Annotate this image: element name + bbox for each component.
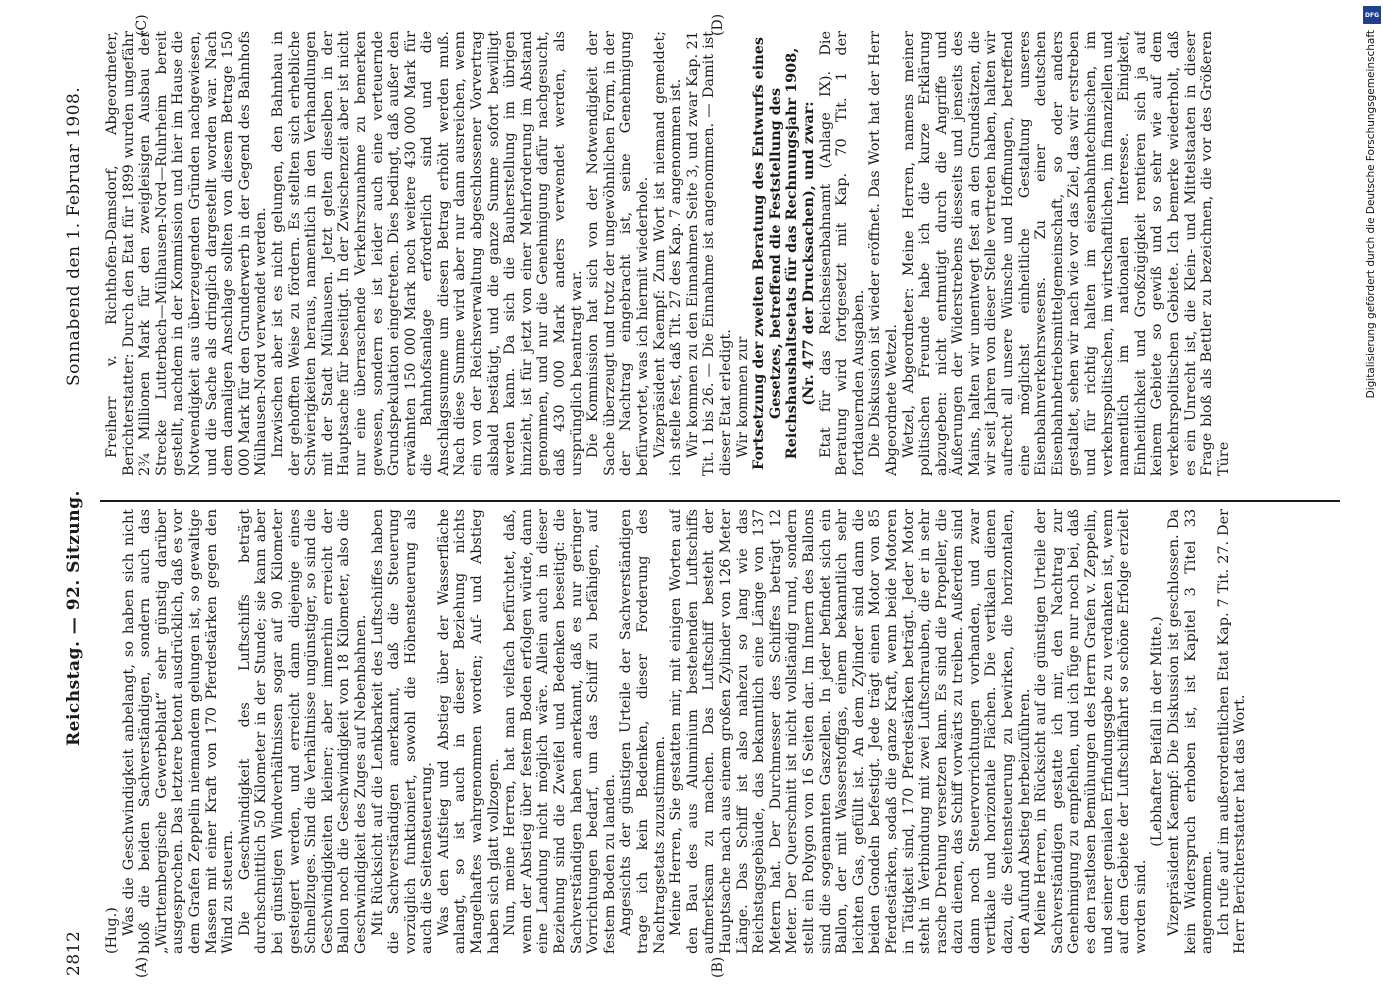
paragraph: Meine Herren, Sie gestatten mir, mit einigen Worten auf den Bau des aus Aluminium bestehenden Luftschiffs aufmerksam zu machen. Das Luftschiff besteht der Hauptsache nach aus einem großen Zylinder von 126 Meter Länge. Das Schiff ist also nahezu so lang wie das Reichstagsgebäude, das bekanntlich eine Länge von 137 Metern hat. Der Durchmesser des Schiffes beträgt 12 Meter. Der Querschnitt ist nicht vollständig rund, sondern stellt ein Polygon von 16 Seiten dar. Im Innern des Ballons sind die sogenannten Gaszellen. In jeder befindet sich ein Ballon, der mit Wasserstoffgas, einem bekanntlich sehr leichten Gas, gefüllt ist. An dem Zylinder sind dann die beiden Gondeln befestigt. Jede trägt einen Motor von 85 Pferdestärken, sodaß die ganze Kraft, wenn beide Motoren in Tätigkeit sind, 170 Pferdestärken beträgt. Jeder Motor steht in Verbindung mit zwei Luftschrauben, die er in sehr rasche Drehung versetzen kann. Es sind die Propeller, die dazu dienen, das Schiff vorwärts zu treiben. Außerdem sind dann noch Steuervorrichtungen vorhanden, und zwar vertikale und horizontale Flächen. Die vertikalen dienen dazu, die Seitensteuerung zu bewirken, die horizontalen, den Aufund Abstieg herbeizuführen. xyxy=(668,509,1033,954)
right-column xyxy=(104,31,1340,476)
margin-letter-c: (C) xyxy=(134,14,150,36)
left-column xyxy=(104,509,1340,954)
funding-credit: Digitalisierung gefördert durch die Deutsche Forschungsgemeinschaft xyxy=(1365,30,1377,399)
funding-sidebar xyxy=(1359,6,1381,566)
page-header xyxy=(60,26,94,976)
agenda-heading: Fortsetzung der zweiten Beratung des Entwurfs eines Gesetzes, betreffend die Feststellung des Reichshaushaltsetats für das Rechnungsjahr 1908, (Nr. 477 der Drucksachen), und zwar: xyxy=(750,37,817,470)
session-heading: Reichstag. — 92. Sitzung. xyxy=(64,490,84,746)
paragraph: Ich rufe auf im außerordentlichen Etat Kap. 7 Tit. 27. Der Herr Berichterstatter hat das Wort. xyxy=(1215,509,1249,954)
paragraph: Freiherr v. Richthofen-Damsdorf, Abgeordneter, Berichterstatter: Durch den Etat für 1899 wurden ungefähr 2¾ Millionen Mark für den zweigleisigen Ausbau der Strecke Lutterbach—Mülhausen-Nord—Ruhrheim bereit gestellt, nachdem in der Kommission und hier im Hause die Notwendigkeit aus überzeugenden Gründen nachgewiesen, und die Sache als dringlich dargestellt worden war. Nach dem damaligen Anschlage sollten von diesem Betrage 150 000 Mark für den Grunderwerb in der Gegend des Bahnhofs Mülhausen-Nord verwendet werden. xyxy=(104,31,270,476)
applause-note: (Lebhafter Beifall in der Mitte.) xyxy=(1149,616,1166,847)
column-divider xyxy=(100,500,1340,502)
paragraph: Was die Geschwindigkeit anbelangt, so haben sich nicht bloß die beiden Sachverständigen, sondern auch das „Württembergische Gewerbeblatt“ sehr günstig darüber ausgesprochen. Das letztere betont ausdrücklich, daß es vor dem Grafen Zeppelin niemandem gelungen ist, so gewaltige Massen mit einer Kraft von 170 Pferdestärken gegen den Wind zu steuern. xyxy=(120,509,237,954)
dfg-logo: DFG xyxy=(1363,6,1381,24)
paragraph: Mit Rücksicht auf die Lenkbarkeit des Luftschiffes haben die Sachverständigen anerkannt, daß die Steuerung vorzüglich funktioniert, sowohl die Höhensteuerung als auch die Seitensteuerung. xyxy=(369,509,436,954)
margin-letter-d: (D) xyxy=(710,13,726,36)
paragraph: Die Kommission hat sich von der Notwendigkeit der Sache überzeugt und trotz der ungewöhnlichen Form, in der der Nachtrag eingebracht ist, seine Genehmigung befürwortet, was ich hiermit wiederhole. xyxy=(585,31,651,476)
paragraph: Die Geschwindigkeit des Luftschiffs beträgt durchschnittlich 50 Kilometer in der Stunde; sie kann aber bei günstigen Windverhältnissen sogar auf 90 Kilometer gesteigert werden, und erreicht dann diejenige eines Schnellzuges. Sind die Verhältnisse ungünstiger, so sind die Geschwindigkeiten kleiner; aber immerhin erreicht der Ballon noch die Geschwindigkeit von 18 Kilometer, also die Geschwindigkeit des Zuges auf Nebenbahnen. xyxy=(236,509,369,954)
paragraph: Wetzel, Abgeordneter: Meine Herren, namens meiner politischen Freunde habe ich die kurze Erklärung abzugeben: nicht entmutigt durch die Angriffe und Äußerungen der Widerstrebens diesseits und jenseits des Mains, halten wir unentwegt fest an den Grundsätzen, die wir seit Jahren von dieser Stelle vertreten haben, halten wir aufrecht all unsere Wünsche und Hoffnungen, betreffend eine möglichst einheitliche Gestaltung unseres Eisenbahnverkehrswesens. Zu einer deutschen Eisenbahnbetriebsmittelgemeinschaft, so oder anders gestaltet, sehen wir nach wie vor das Ziel, das wir erstreben und für richtig halten im eisenbahntechnischen, im verkehrspolitischen, im wirtschaftlichen, im finanziellen und namentlich im nationalen Interesse. Einigkeit, Einheitlichkeit und Großzügigkeit rentieren sich ja auf keinem Gebiete so gewiß und so sehr wie auf dem verkehrspolitischen Gebiete. Ich bemerke wiederholt, daß es ein Unrecht ist, die Klein- und Mittelstaaten in dieser Frage bloß als Bettler zu bezeichnen, die vor des Größeren Türe xyxy=(900,31,1232,476)
paragraph: Wir kommen zur xyxy=(734,336,751,458)
paragraph: Die Diskussion ist wieder eröffnet. Das Wort hat der Herr Abgeordnete Wetzel. xyxy=(867,31,900,476)
paragraph: Meine Herren, in Rücksicht auf die günstigen Urteile der Sachverständigen gestatte ich mir, den Nachtrag zur Genehmigung zu empfehlen, und ich füge nur noch bei, daß es den rastlosen Bemühungen des Herrn Grafen v. Zeppelin, und seiner genialen Erfindungsgabe zu verdanken ist, wenn auf dem Gebiete der Luftschiffahrt so schöne Erfolge erzielt worden sind. xyxy=(1033,509,1149,954)
paragraph: Vizepräsident Kaempf: Zum Wort ist niemand gemeldet; ich stelle fest, daß Tit. 27 des Kap. 7 angenommen ist. xyxy=(651,31,685,476)
paragraph: Etat für das Reichseisenbahnamt (Anlage IX). Die Beratung wird fortgesetzt mit Kap. 70 Tit. 1 der fortdauernden Ausgaben. xyxy=(817,31,867,476)
paragraph: Nun, meine Herren, hat man vielfach befürchtet, daß, wenn der Abstieg über festem Boden erfolgen würde, dann eine Landung nicht möglich wäre. Allein auch in dieser Beziehung sind die Zweifel und Bedenken beseitigt: die Sachverständigen haben anerkannt, daß es nur geringer Vorrichtungen bedarf, um das Schiff zu befähigen, auf festem Boden zu landen. xyxy=(502,509,618,954)
paragraph: Vizepräsident Kaempf: Die Diskussion ist geschlossen. Da kein Widerspruch erhoben ist, ist Kapitel 3 Titel 33 angenommen. xyxy=(1166,509,1216,954)
page-content xyxy=(60,13,1350,978)
session-date: Sonnabend den 1. Februar 1908. xyxy=(64,86,84,386)
paragraph: Angesichts der günstigen Urteile der Sachverständigen trage ich kein Bedenken, dieser Forderung des Nachtragsetats zuzustimmen. xyxy=(618,509,668,954)
paragraph: Inzwischen aber ist es nicht gelungen, den Bahnbau in der gehofften Weise zu fördern. Es stellten sich erhebliche Schwierigkeiten heraus, namentlich in den Verhandlungen mit der Stadt Mülhausen. Jetzt gelten dieselben in der Hauptsache für beseitigt. In der Zwischenzeit aber ist nicht nur eine überraschende Verkehrszunahme zu bemerken gewesen, sondern es ist leider auch eine verteuernde Grundspekulation eingetreten. Dies bedingt, daß außer den erwähnten 150 000 Mark noch weitere 430 000 Mark für die Bahnhofsanlage erforderlich sind und die Anschlagssumme um diesen Betrag erhöht werden muß. Nach diese Summe wird aber nur dann ausreichen, wenn ein von der Reichsverwaltung abgeschlossener Vorvertrag alsbald bestätigt, und die ganze Summe sofort bewilligt werden kann. Da sich die Bauherstellung im übrigen hinzieht, ist für jetzt von einer Mehrforderung im Abstand genommen, und nur die Genehmigung dafür nachgesucht, daß 430 000 Mark anders verwendet werden, als ursprünglich beantragt war. xyxy=(269,31,585,476)
margin-letter-b: (B) xyxy=(710,956,726,978)
margin-letter-a: (A) xyxy=(134,956,150,978)
speaker-note: (Hug.) xyxy=(104,907,120,954)
paragraph: Was den Aufstieg und Abstieg über der Wasserfläche anlangt, so ist auch in dieser Beziehung nichts Mangelhaftes wahrgenommen worden; Auf- und Abstieg haben sich glatt vollzogen. xyxy=(435,509,502,954)
paragraph: Wir kommen zu den Einnahmen Seite 3, und zwar Kap. 21 Tit. 1 bis 26. — Die Einnahme ist angenommen. — Damit ist dieser Etat erledigt. xyxy=(684,31,734,476)
page-number: 2812 xyxy=(64,930,84,976)
